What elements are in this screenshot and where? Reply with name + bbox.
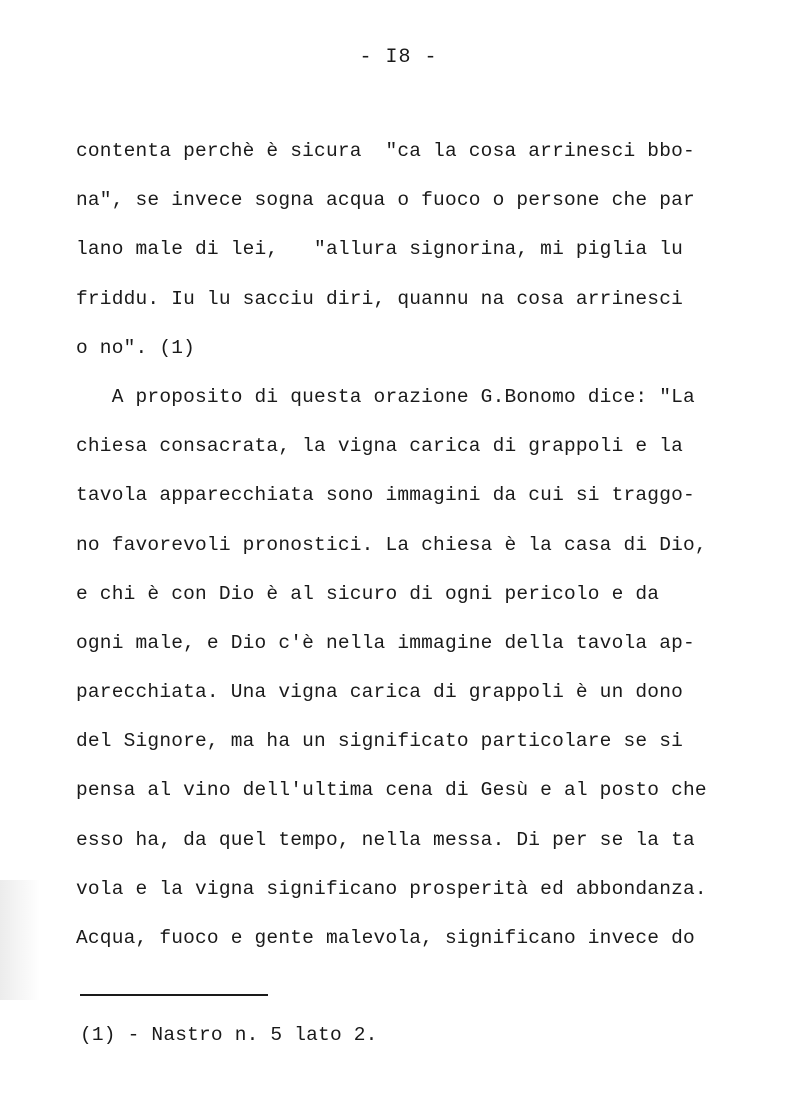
- page-number: - I8 -: [359, 46, 438, 69]
- text-line: Acqua, fuoco e gente malevola, significano invece do: [76, 927, 695, 949]
- body-text: [76, 136, 756, 972]
- text-line: ogni male, e Dio c'è nella immagine della tavola ap-: [76, 631, 695, 654]
- text-line: e chi è con Dio è al sicuro di ogni pericolo e da: [76, 582, 660, 605]
- text-line: contenta perchè è sicura "ca la cosa arrinesci bbo-: [76, 140, 695, 162]
- text-line: chiesa consacrata, la vigna carica di grappoli e la: [76, 435, 683, 458]
- text-line: lano male di lei, "allura signorina, mi piglia lu: [76, 238, 683, 261]
- text-line: parecchiata. Una vigna carica di grappoli è un dono: [76, 681, 683, 704]
- text-line: na", se invece sogna acqua o fuoco o persone che par: [76, 189, 695, 212]
- text-line: friddu. Iu lu sacciu diri, quannu na cosa arrinesci: [76, 287, 683, 310]
- text-line: vola e la vigna significano prosperità ed abbondanza.: [76, 877, 707, 900]
- text-line: o no". (1): [76, 336, 196, 359]
- text-line: del Signore, ma ha un significato particolare se si: [76, 730, 683, 753]
- footnote: (1) - Nastro n. 5 lato 2.: [80, 1024, 378, 1046]
- footnote-divider: [80, 994, 268, 996]
- text-line: no favorevoli pronostici. La chiesa è la casa di Dio,: [76, 533, 707, 556]
- text-line: tavola apparecchiata sono immagini da cui si traggo-: [76, 484, 695, 507]
- scan-smudge: [0, 880, 40, 1000]
- text-line: A proposito di questa orazione G.Bonomo dice: "La: [76, 385, 695, 408]
- text-line: pensa al vino dell'ultima cena di Gesù e al posto che: [76, 779, 707, 802]
- text-line: esso ha, da quel tempo, nella messa. Di per se la ta: [76, 828, 695, 851]
